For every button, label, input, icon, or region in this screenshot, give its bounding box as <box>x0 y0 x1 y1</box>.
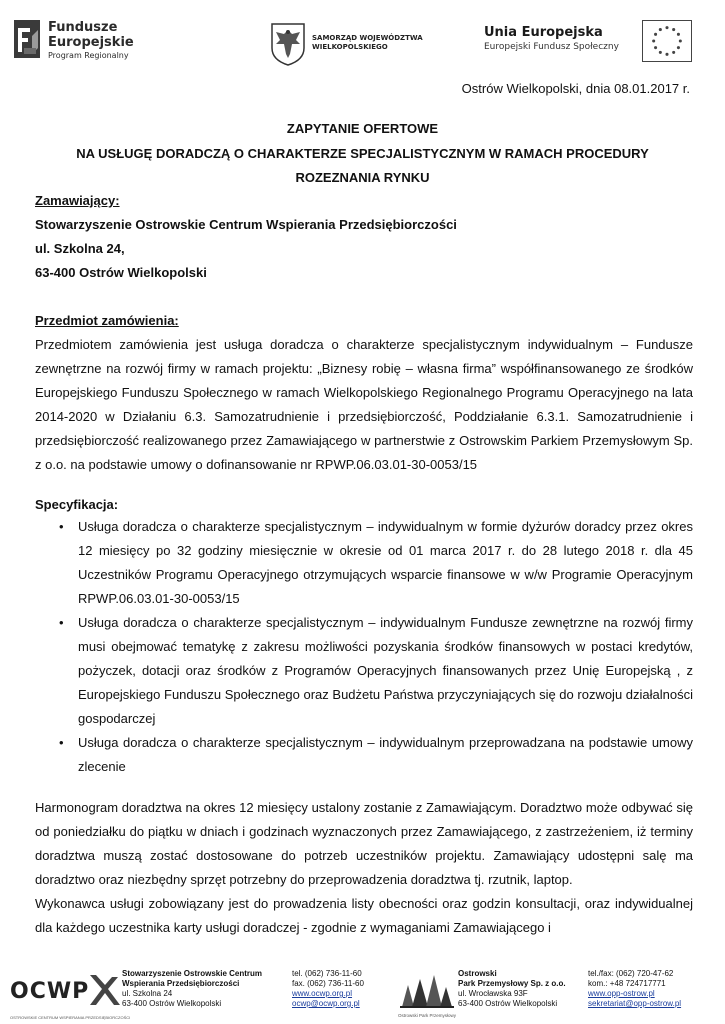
ocwp-logo <box>10 969 131 1020</box>
footer-opp-city: 63-400 Ostrów Wielkopolski <box>458 999 558 1008</box>
footer-ocwp-www-link[interactable]: www.ocwp.org.pl <box>292 989 353 998</box>
footer-ocwp-address <box>122 969 262 1009</box>
footer-opp-name2: Park Przemysłowy Sp. z o.o. <box>458 979 566 988</box>
specyfikacja-heading: Specyfikacja: <box>35 497 119 512</box>
specyfikacja-section <box>35 493 693 517</box>
zamawiajacy-street: ul. Szkolna 24, <box>35 241 125 256</box>
opp-subtitle: Ostrowski Park Przemysłowy <box>398 1013 457 1018</box>
specyfikacja-list <box>35 515 693 779</box>
harmonogram-section <box>35 796 693 940</box>
footer-ocwp-tel: tel. (062) 736-11-60 <box>292 969 362 978</box>
eagle-crest-icon <box>270 22 306 66</box>
zamawiajacy-name: Stowarzyszenie Ostrowskie Centrum Wspierania Przedsiębiorczości <box>35 217 457 232</box>
opp-logo <box>398 971 456 1017</box>
zamawiajacy-section <box>35 189 693 285</box>
unia-europejska-logo <box>484 20 719 70</box>
eu-flag-icon <box>642 20 692 62</box>
sw-logo-line1: SAMORZĄD WOJEWÓDZTWA <box>312 34 423 42</box>
fundusze-europejskie-text <box>48 20 134 62</box>
footer-ocwp-name2: Wspierania Przedsiębiorczości <box>122 979 240 988</box>
list-item <box>35 611 693 731</box>
footer-ocwp-city: 63-400 Ostrów Wielkopolski <box>122 999 222 1008</box>
document-title-line2: NA USŁUGĘ DORADCZĄ O CHARAKTERZE SPECJALISTYCZNYM W RAMACH PROCEDURY <box>76 146 649 161</box>
samorzad-wojewodztwa-logo <box>270 22 440 68</box>
bullet-icon: • <box>59 615 64 630</box>
ocwp-wordmark: OCWP <box>10 979 90 1004</box>
przedmiot-section <box>35 309 693 477</box>
footer-ocwp-email-link[interactable]: ocwp@ocwp.org.pl <box>292 999 360 1008</box>
list-item <box>35 515 693 611</box>
footer-opp-name1: Ostrowski <box>458 969 497 978</box>
fundusze-europejskie-logo <box>10 18 160 68</box>
footer-opp-street: ul. Wrocławska 93F <box>458 989 528 998</box>
przedmiot-text: Przedmiotem zamówienia jest usługa doradcza o charakterze specjalistycznym indywidualnym – Fundusze zewnętrzne na rozwój firmy w ramach projektu: „Biznesy robię – własna firma” współfinansowanego ze środków Europejskiego Funduszu Społecznego w ramach Wielkopolskiego Regionalnego Programu Operacyjnego na lata 2014-2020 w Działaniu 6.3. Samozatrudnienie i przedsiębiorczość, Poddziałanie 6.3.1. Samozatrudnienie i przedsiębiorczość realizowanego przez Zamawiającego w partnerstwie z Ostrowskim Parkiem Przemysłowym Sp. z o.o. na podstawie umowy o dofinansowanie nr RPWP.06.03.01-30-0053/15 <box>35 337 693 472</box>
footer-opp-address <box>458 969 566 1009</box>
footer-opp-www-link[interactable]: www.opp-ostrow.pl <box>588 989 655 998</box>
list-item-text: Usługa doradcza o charakterze specjalistycznym – indywidualnym przeprowadzana na podstawie umowy zlecenie <box>78 735 693 774</box>
footer-ocwp-street: ul. Szkolna 24 <box>122 989 173 998</box>
footer-opp-email-link[interactable]: sekretariat@opp-ostrow.pl <box>588 999 682 1008</box>
footer-ocwp-contact <box>292 969 364 1009</box>
zamawiajacy-city: 63-400 Ostrów Wielkopolski <box>35 265 207 280</box>
opp-building-icon <box>398 971 456 1009</box>
list-item <box>35 731 693 779</box>
zamawiajacy-heading: Zamawiający: <box>35 193 120 208</box>
fundusze-europejskie-mark-icon <box>10 18 42 62</box>
footer-opp-tel: tel./fax: (062) 720-47-62 <box>588 969 674 978</box>
footer-ocwp-name1: Stowarzyszenie Ostrowskie Centrum <box>122 969 263 978</box>
fe-logo-line2: Europejskie <box>48 35 134 50</box>
list-item-text: Usługa doradcza o charakterze specjalistycznym – indywidualnym Fundusze zewnętrzne na rozwój firmy musi obejmować tematykę z zakresu możliwości pozyskania środków finansowych w postaci kredytów, pożyczek, dotacji oraz środków z Programów Operacyjnych finansowanych przez Unię Europejską , z Europejskiego Funduszu Społecznego oraz Budżetu Państwa przyczyniających się do rozwoju działalności gospodarczej <box>78 615 693 726</box>
przedmiot-heading: Przedmiot zamówienia: <box>35 313 179 328</box>
footer-ocwp-fax: fax. (062) 736-11-60 <box>292 979 364 988</box>
footer-opp-kom: kom.: +48 724717771 <box>588 979 666 988</box>
page-footer <box>0 965 725 1024</box>
ocwp-subtitle: OSTROWSKIE CENTRUM WSPIERANIA PRZEDSIĘBIORCZOŚCI <box>10 1015 131 1020</box>
samorzad-text <box>312 34 423 52</box>
fe-logo-line1: Fundusze <box>48 20 118 35</box>
document-title-line1: ZAPYTANIE OFERTOWE <box>286 121 439 136</box>
fe-logo-line3: Program Regionalny <box>48 51 129 60</box>
bullet-icon: • <box>59 735 64 750</box>
ocwp-x-mark-icon <box>88 971 120 1007</box>
ue-logo-line1: Unia Europejska <box>484 25 603 40</box>
ue-text <box>484 24 619 53</box>
footer-opp-contact <box>588 969 681 1009</box>
sw-logo-line2: WIELKOPOLSKIEGO <box>312 43 388 51</box>
list-item-text: Usługa doradcza o charakterze specjalistycznym – indywidualnym w formie dyżurów doradcy przez okres 12 miesięcy po 32 godziny miesięcznie w okresie od 01 marca 2017 r. do 28 lutego 2018 r. dla 45 Uczestników Programu Operacyjnego otrzymujących wsparcie finansowe w w/w Programie Operacyjnym RPWP.06.03.01-30-0053/15 <box>78 519 693 606</box>
document-title-line3: ROZEZNANIA RYNKU <box>295 170 430 185</box>
harmonogram-paragraph-1: Harmonogram doradztwa na okres 12 miesięcy ustalony zostanie z Zamawiającym. Doradztwo może odbywać się od poniedziałku do piątku w dniach i godzinach wyznaczonych przez Zamawiającego, z zastrzeżeniem, iż terminy doradztwa muszą zostać dostosowane do potrzeb uczestników projektu. Zamawiający udostępni salę ma doradztwo oraz niezbędny sprzęt potrzebny do przeprowadzenia doradztwa tj. rzutnik, laptop. <box>35 800 693 887</box>
harmonogram-paragraph-2: Wykonawca usługi zobowiązany jest do prowadzenia listy obecności oraz godzin konsultacji, oraz indywidualnej dla każdego uczestnika karty usługi doradczej - zgodnie z wymaganiami Zamawiającego i <box>35 896 693 935</box>
document-date: Ostrów Wielkopolski, dnia 08.01.2017 r. <box>461 81 690 96</box>
ue-logo-line2: Europejski Fundusz Społeczny <box>484 42 619 52</box>
bullet-icon: • <box>59 519 64 534</box>
page-header <box>0 0 725 80</box>
